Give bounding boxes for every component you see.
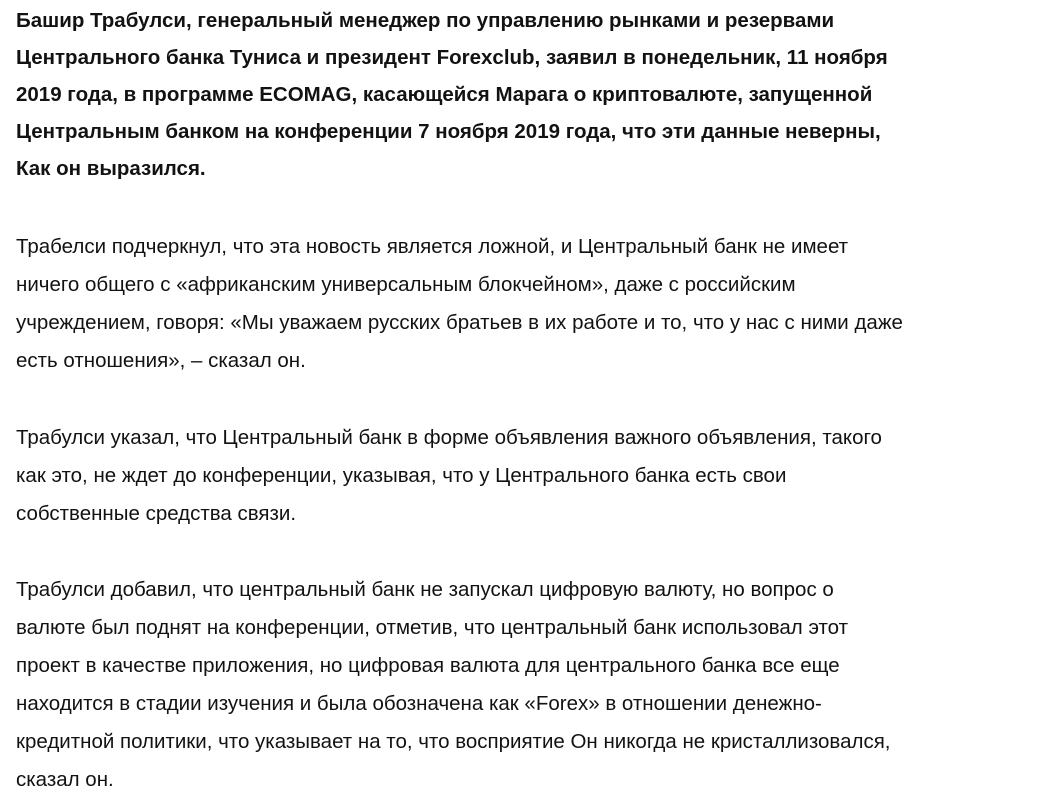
paragraph-trabulsi-indicated xyxy=(16,419,996,533)
paragraph-line: проект в качестве приложения, но цифровая валюта для центрального банка все еще xyxy=(16,654,840,677)
lead-line: Башир Трабулси, генеральный менеджер по управлению рынками и резервами xyxy=(16,9,835,32)
paragraph-line: учреждением, говоря: «Мы уважаем русских братьев в их работе и то, что у нас с ними даже xyxy=(16,311,903,334)
paragraph-line: валюте был поднят на конференции, отметив, что центральный банк использовал этот xyxy=(16,616,848,639)
paragraph-line: Трабулси добавил, что центральный банк не запускал цифровую валюту, но вопрос о xyxy=(16,578,834,601)
paragraph-line: находится в стадии изучения и была обозначена как «Forex» в отношении денежно- xyxy=(16,692,822,715)
paragraph-line: Трабулси указал, что Центральный банк в форме объявления важного объявления, такого xyxy=(16,426,882,449)
lead-paragraph xyxy=(16,2,1016,187)
paragraph-line: сказал он. xyxy=(16,768,114,791)
lead-line: 2019 года, в программе ECOMAG, касающейся Марага о криптовалюте, запущенной xyxy=(16,83,873,106)
lead-line: Центрального банка Туниса и президент Forexclub, заявил в понедельник, 11 ноября xyxy=(16,46,888,69)
lead-line: Как он выразился. xyxy=(16,157,206,180)
article-body xyxy=(16,2,1016,791)
paragraph-line: собственные средства связи. xyxy=(16,502,297,525)
paragraph-trabulsi-added xyxy=(16,571,996,799)
paragraph-line: как это, не ждет до конференции, указывая, что у Центрального банка есть свои xyxy=(16,464,787,487)
paragraph-line: кредитной политики, что указывает на то, что восприятие Он никогда не кристаллизовался, xyxy=(16,730,891,753)
lead-line: Центральным банком на конференции 7 ноября 2019 года, что эти данные неверны, xyxy=(16,120,881,143)
paragraph-trabelsi-emphasized xyxy=(16,228,996,380)
paragraph-line: есть отношения», – сказал он. xyxy=(16,349,306,372)
paragraph-line: Трабелси подчеркнул, что эта новость является ложной, и Центральный банк не имеет xyxy=(16,235,849,258)
paragraph-line: ничего общего с «африканским универсальным блокчейном», даже с российским xyxy=(16,273,796,296)
